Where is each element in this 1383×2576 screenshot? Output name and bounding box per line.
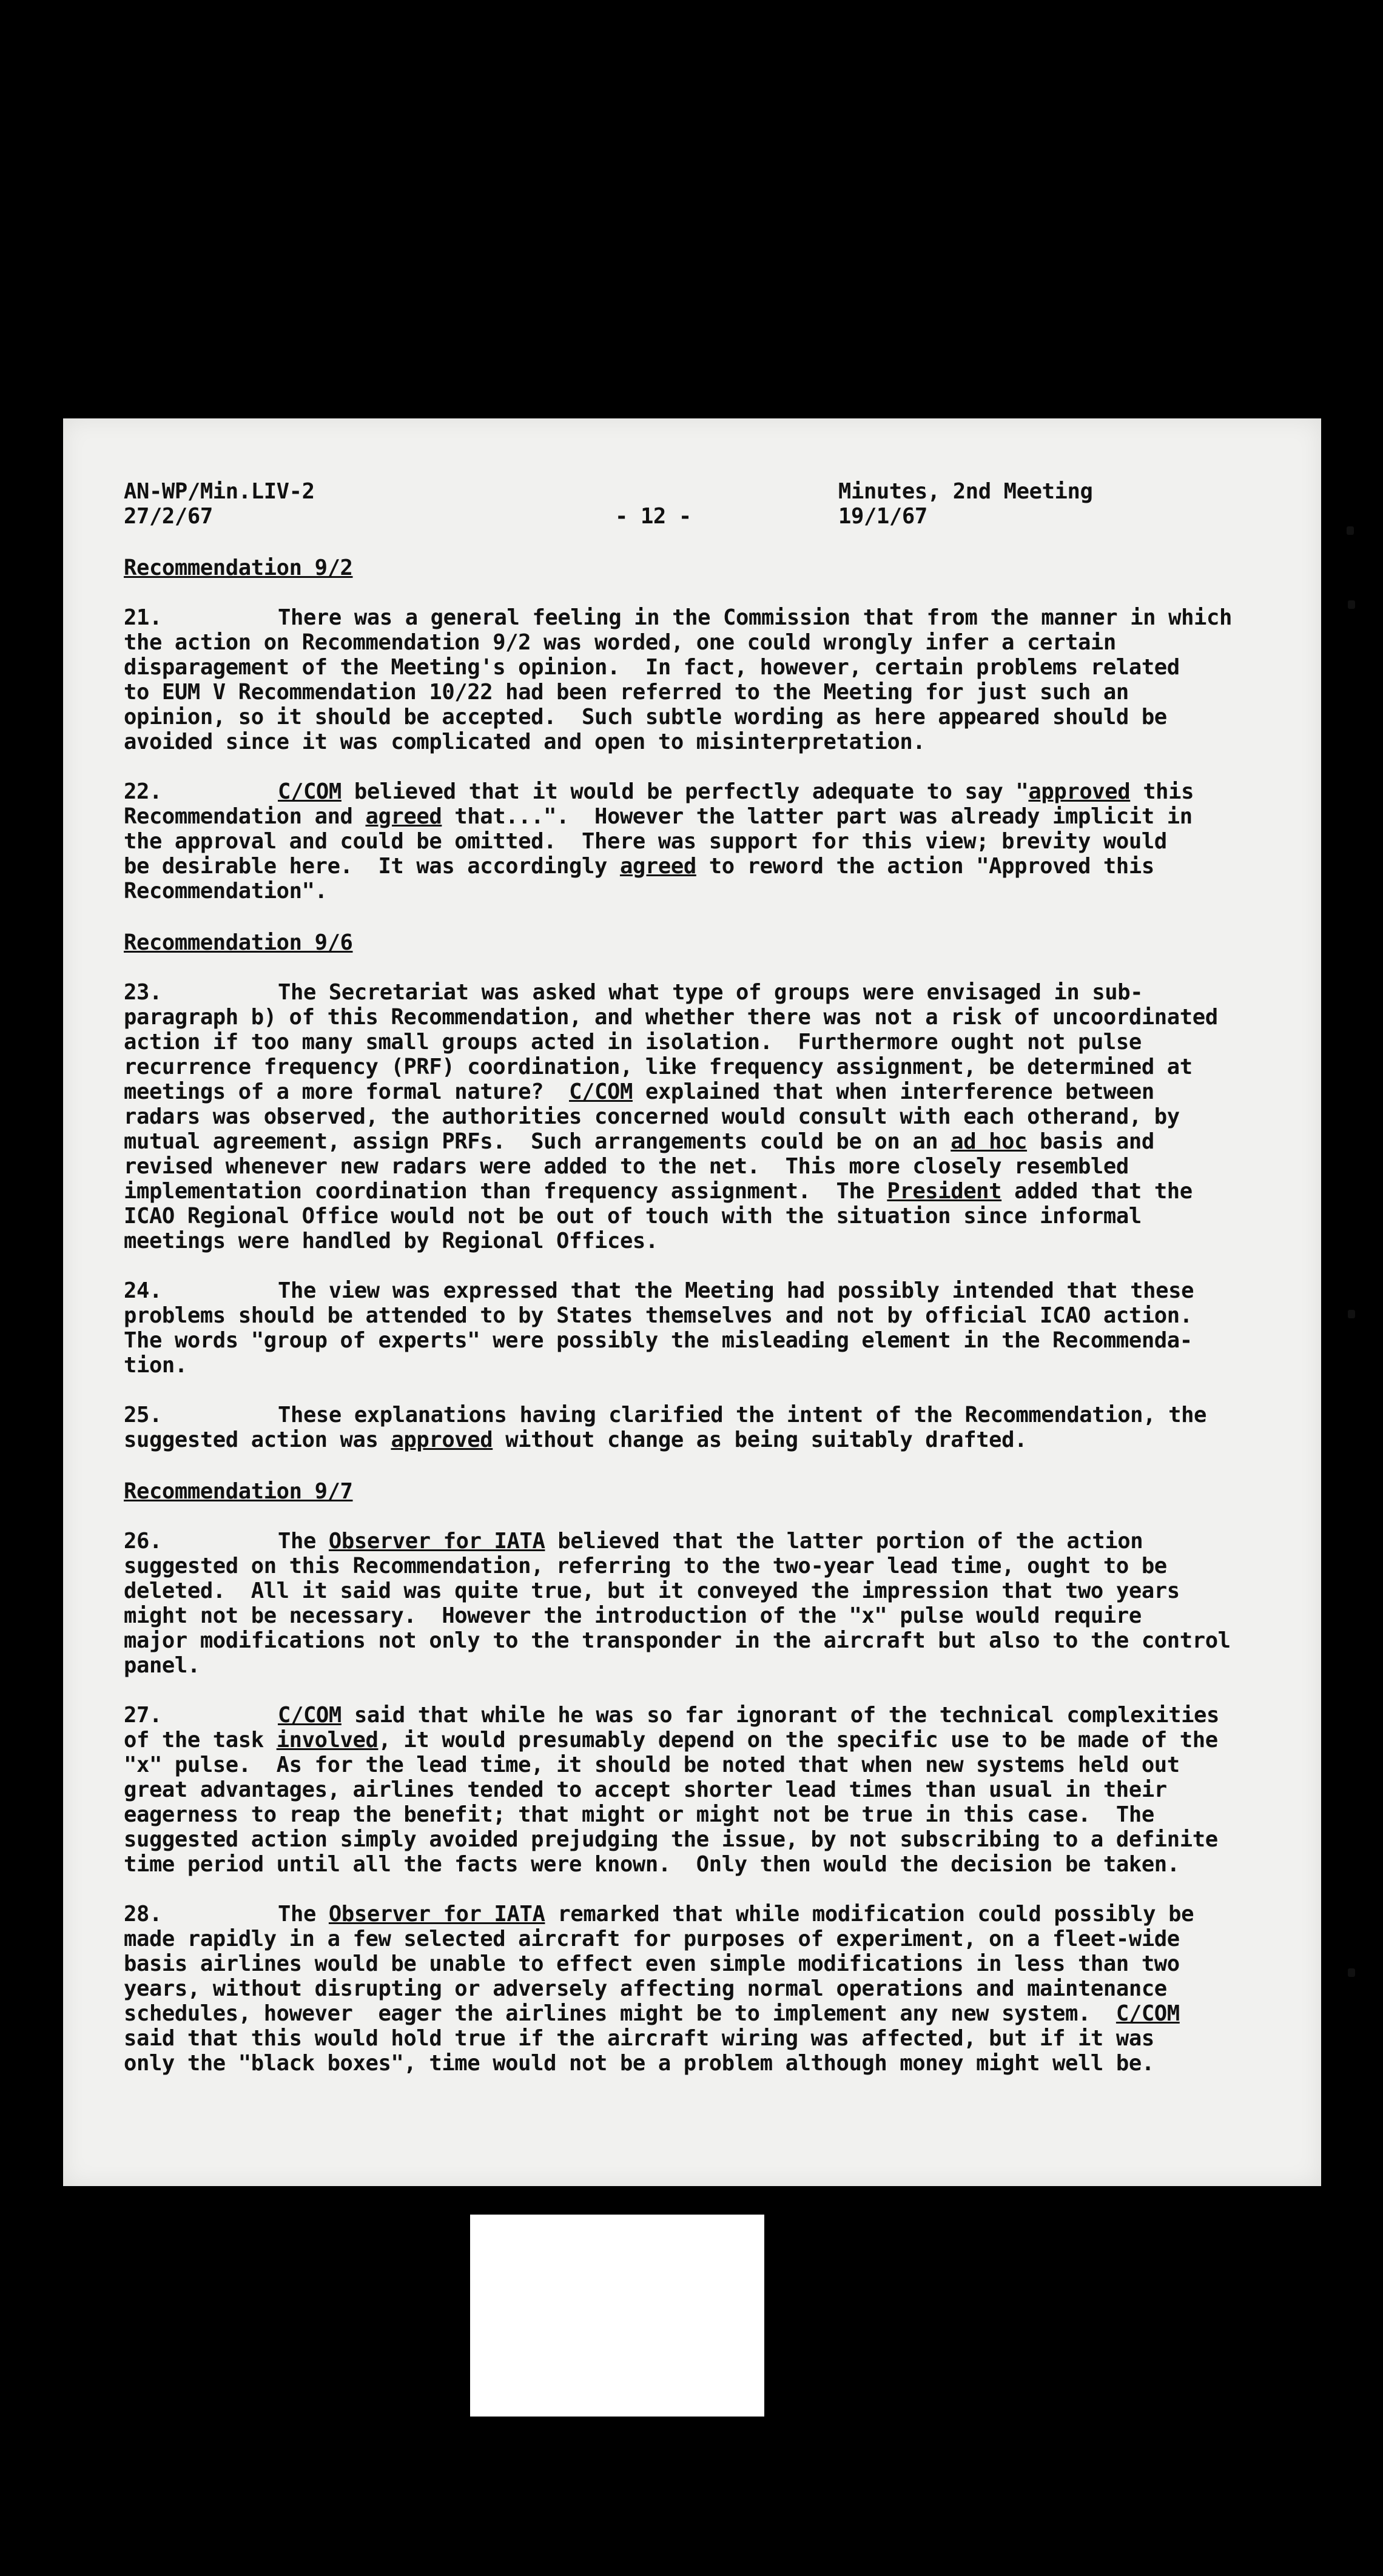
paragraph-line: implementation coordination than frequency assignment. The President added that the — [124, 1179, 1193, 1204]
section-heading: Recommendation 9/7 — [124, 1479, 353, 1504]
paragraph-line — [124, 1703, 1301, 1728]
paragraph-number: 28. — [124, 1902, 162, 1927]
paragraph-line: the action on Recommendation 9/2 was worded, one could wrongly infer a certain — [124, 630, 1116, 655]
paragraph-line: Recommendation". — [124, 879, 328, 904]
paragraph-number: 26. — [124, 1529, 162, 1554]
paragraph-line: great advantages, airlines tended to accept shorter lead times than usual in their — [124, 1777, 1167, 1802]
paragraph-line: might not be necessary. However the introduction of the "x" pulse would require — [124, 1603, 1142, 1628]
paragraph-number: 24. — [124, 1278, 162, 1303]
paragraph — [124, 1403, 1301, 1452]
paragraph-line: deleted. All it said was quite true, but it conveyed the impression that two years — [124, 1578, 1180, 1603]
paragraph-line: only the "black boxes", time would not be a problem although money might well be. — [124, 2051, 1154, 2076]
paragraph-line: revised whenever new radars were added to the net. This more closely resembled — [124, 1154, 1129, 1179]
document-page — [63, 418, 1321, 2186]
paragraph-line: the approval and could be omitted. There was support for this view; brevity would — [124, 829, 1167, 854]
paragraph-line: major modifications not only to the transponder in the aircraft but also to the control — [124, 1628, 1231, 1653]
paragraph-text: The view was expressed that the Meeting had possibly intended that these — [278, 1278, 1194, 1303]
paragraph-text: The Observer for IATA remarked that while modification could possibly be — [278, 1902, 1194, 1927]
document-reference-block — [124, 479, 315, 529]
paragraph — [124, 779, 1301, 904]
minutes-body — [124, 555, 1301, 2076]
paragraph-line: opinion, so it should be accepted. Such subtle wording as here appeared should be — [124, 705, 1167, 730]
paragraph — [124, 1529, 1301, 1678]
paragraph-text: These explanations having clarified the intent of the Recommendation, the — [278, 1403, 1207, 1427]
paragraph-text: There was a general feeling in the Commission that from the manner in which — [278, 605, 1232, 630]
page-header — [124, 479, 1301, 529]
paragraph — [124, 1278, 1301, 1378]
meeting-date: 19/1/67 — [838, 504, 927, 529]
section-heading: Recommendation 9/2 — [124, 555, 353, 580]
paragraph-line: mutual agreement, assign PRFs. Such arrangements could be on an ad hoc basis and — [124, 1129, 1154, 1154]
paragraph-line — [124, 1403, 1301, 1427]
paragraph-text: The Observer for IATA believed that the latter portion of the action — [278, 1529, 1143, 1554]
paragraph-text: C/COM said that while he was so far ignorant of the technical complexities — [278, 1703, 1219, 1728]
paragraph-number: 25. — [124, 1403, 162, 1427]
paragraph-line: basis airlines would be unable to effect even simple modifications in less than two — [124, 1951, 1180, 1976]
paragraph-line: radars was observed, the authorities concerned would consult with each otherand, by — [124, 1104, 1180, 1129]
paragraph-text: C/COM believed that it would be perfectly adequate to say "approved this — [278, 779, 1194, 804]
document-ref-date: 27/2/67 — [124, 504, 213, 529]
paragraph-line: said that this would hold true if the aircraft wiring was affected, but if it was — [124, 2026, 1154, 2051]
paragraph-line: to EUM V Recommendation 10/22 had been referred to the Meeting for just such an — [124, 680, 1129, 705]
paragraph-line — [124, 779, 1301, 804]
paragraph-line: eagerness to reap the benefit; that might or might not be true in this case. The — [124, 1802, 1154, 1827]
paragraph-line: disparagement of the Meeting's opinion. In fact, however, certain problems related — [124, 655, 1180, 680]
paragraph-line: suggested action was approved without change as being suitably drafted. — [124, 1427, 1028, 1452]
scan-edge-mark — [1347, 526, 1354, 535]
paragraph-number: 27. — [124, 1703, 162, 1728]
paragraph-line — [124, 1278, 1301, 1303]
paragraph-number: 22. — [124, 779, 162, 804]
paragraph-line — [124, 980, 1301, 1005]
paragraph-line: meetings were handled by Regional Offices. — [124, 1229, 658, 1253]
document-ref: AN-WP/Min.LIV-2 — [124, 479, 315, 504]
paragraph-line — [124, 1902, 1301, 1927]
paragraph-number: 23. — [124, 980, 162, 1005]
paragraph-line: The words "group of experts" were possibly the misleading element in the Recommenda- — [124, 1328, 1193, 1353]
paragraph — [124, 1902, 1301, 2076]
minutes-text — [124, 479, 1301, 2076]
paragraph-line: problems should be attended to by States themselves and not by official ICAO action. — [124, 1303, 1193, 1328]
meeting-block — [838, 479, 1092, 529]
page-number: - 12 - — [615, 504, 692, 529]
paragraph-line: meetings of a more formal nature? C/COM explained that when interference between — [124, 1079, 1154, 1104]
paragraph-line: "x" pulse. As for the lead time, it should be noted that when new systems held out — [124, 1753, 1180, 1777]
paragraph-line: avoided since it was complicated and open to misinterpretation. — [124, 730, 926, 754]
paragraph-text: The Secretariat was asked what type of groups were envisaged in sub- — [278, 980, 1143, 1005]
blank-card — [470, 2215, 764, 2417]
section-heading: Recommendation 9/6 — [124, 930, 353, 955]
paragraph-line: years, without disrupting or adversely affecting normal operations and maintenance — [124, 1976, 1167, 2001]
paragraph-line: paragraph b) of this Recommendation, and whether there was not a risk of uncoordinated — [124, 1005, 1218, 1030]
paragraph-line — [124, 1529, 1301, 1554]
paragraph-line: panel. — [124, 1653, 200, 1678]
paragraph — [124, 980, 1301, 1253]
paragraph-line: of the task involved, it would presumably depend on the specific use to be made of the — [124, 1728, 1218, 1753]
scan-edge-mark — [1348, 1310, 1355, 1318]
paragraph-line: action if too many small groups acted in isolation. Furthermore ought not pulse — [124, 1030, 1142, 1055]
paragraph-line: tion. — [124, 1353, 187, 1378]
paragraph-line: ICAO Regional Office would not be out of touch with the situation since informal — [124, 1204, 1142, 1229]
paragraph-line: be desirable here. It was accordingly agreed to reword the action "Approved this — [124, 854, 1154, 879]
paragraph-line: recurrence frequency (PRF) coordination, like frequency assignment, be determined at — [124, 1055, 1193, 1079]
paragraph-line — [124, 605, 1301, 630]
paragraph-line: made rapidly in a few selected aircraft for purposes of experiment, on a fleet-wide — [124, 1927, 1180, 1951]
paragraph — [124, 605, 1301, 754]
paragraph-number: 21. — [124, 605, 162, 630]
paragraph-line: schedules, however eager the airlines might be to implement any new system. C/COM — [124, 2001, 1180, 2026]
meeting-title: Minutes, 2nd Meeting — [838, 479, 1093, 504]
paragraph-line: suggested on this Recommendation, referring to the two-year lead time, ought to be — [124, 1554, 1167, 1578]
paragraph-line: Recommendation and agreed that...". However the latter part was already implicit in — [124, 804, 1193, 829]
paragraph-line: suggested action simply avoided prejudging the issue, by not subscribing to a definite — [124, 1827, 1218, 1852]
paragraph — [124, 1703, 1301, 1877]
scan-edge-mark — [1348, 600, 1355, 609]
scan-edge-mark — [1348, 1968, 1355, 1977]
paragraph-line: time period until all the facts were known. Only then would the decision be taken. — [124, 1852, 1180, 1877]
